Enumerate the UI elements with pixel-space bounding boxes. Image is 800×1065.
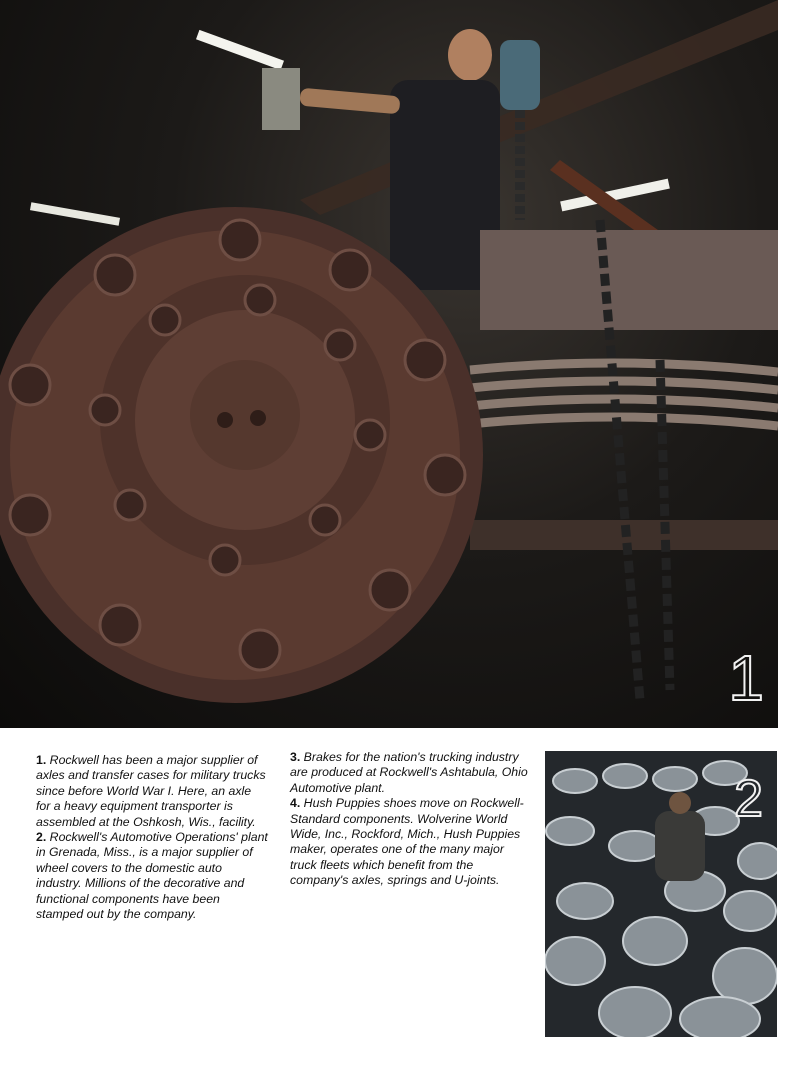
caption-text: Brakes for the nation's trucking industry are produced at Rockwell's Ashtabula, Ohio Automotive plant. [290,750,528,795]
caption-number: 1. [36,753,47,767]
caption-text: Rockwell's Automotive Operations' plant in Grenada, Miss., is a major supplier of wheel covers to the domestic auto industry. Millions of the decorative and functional components have been stamped out by the company. [36,830,268,922]
caption-number: 4. [290,796,301,811]
caption-number: 3. [290,750,301,764]
caption-number: 2. [36,830,47,845]
wheel-covers-photo [545,751,777,1037]
caption-1 [36,753,268,830]
caption-4 [290,796,530,888]
photo-number-2: 2 [734,770,763,828]
caption-text: Hush Puppies shoes move on Rockwell-Standard components. Wolverine World Wide, Inc., Rockford, Mich., Hush Puppies maker, operates one of the many major truck fleets which benefit from the company's axles, springs and U-joints. [290,796,524,888]
caption-text: Rockwell has been a major supplier of axles and transfer cases for military trucks since before World War I. Here, an axle for a heavy equipment transporter is assembled at the Oshkosh, Wis., facility. [36,753,266,829]
photo-number-1: 1 [728,642,764,714]
caption-2 [36,830,268,922]
caption-column-right [290,750,530,889]
caption-column-left [36,753,268,922]
caption-3 [290,750,530,796]
